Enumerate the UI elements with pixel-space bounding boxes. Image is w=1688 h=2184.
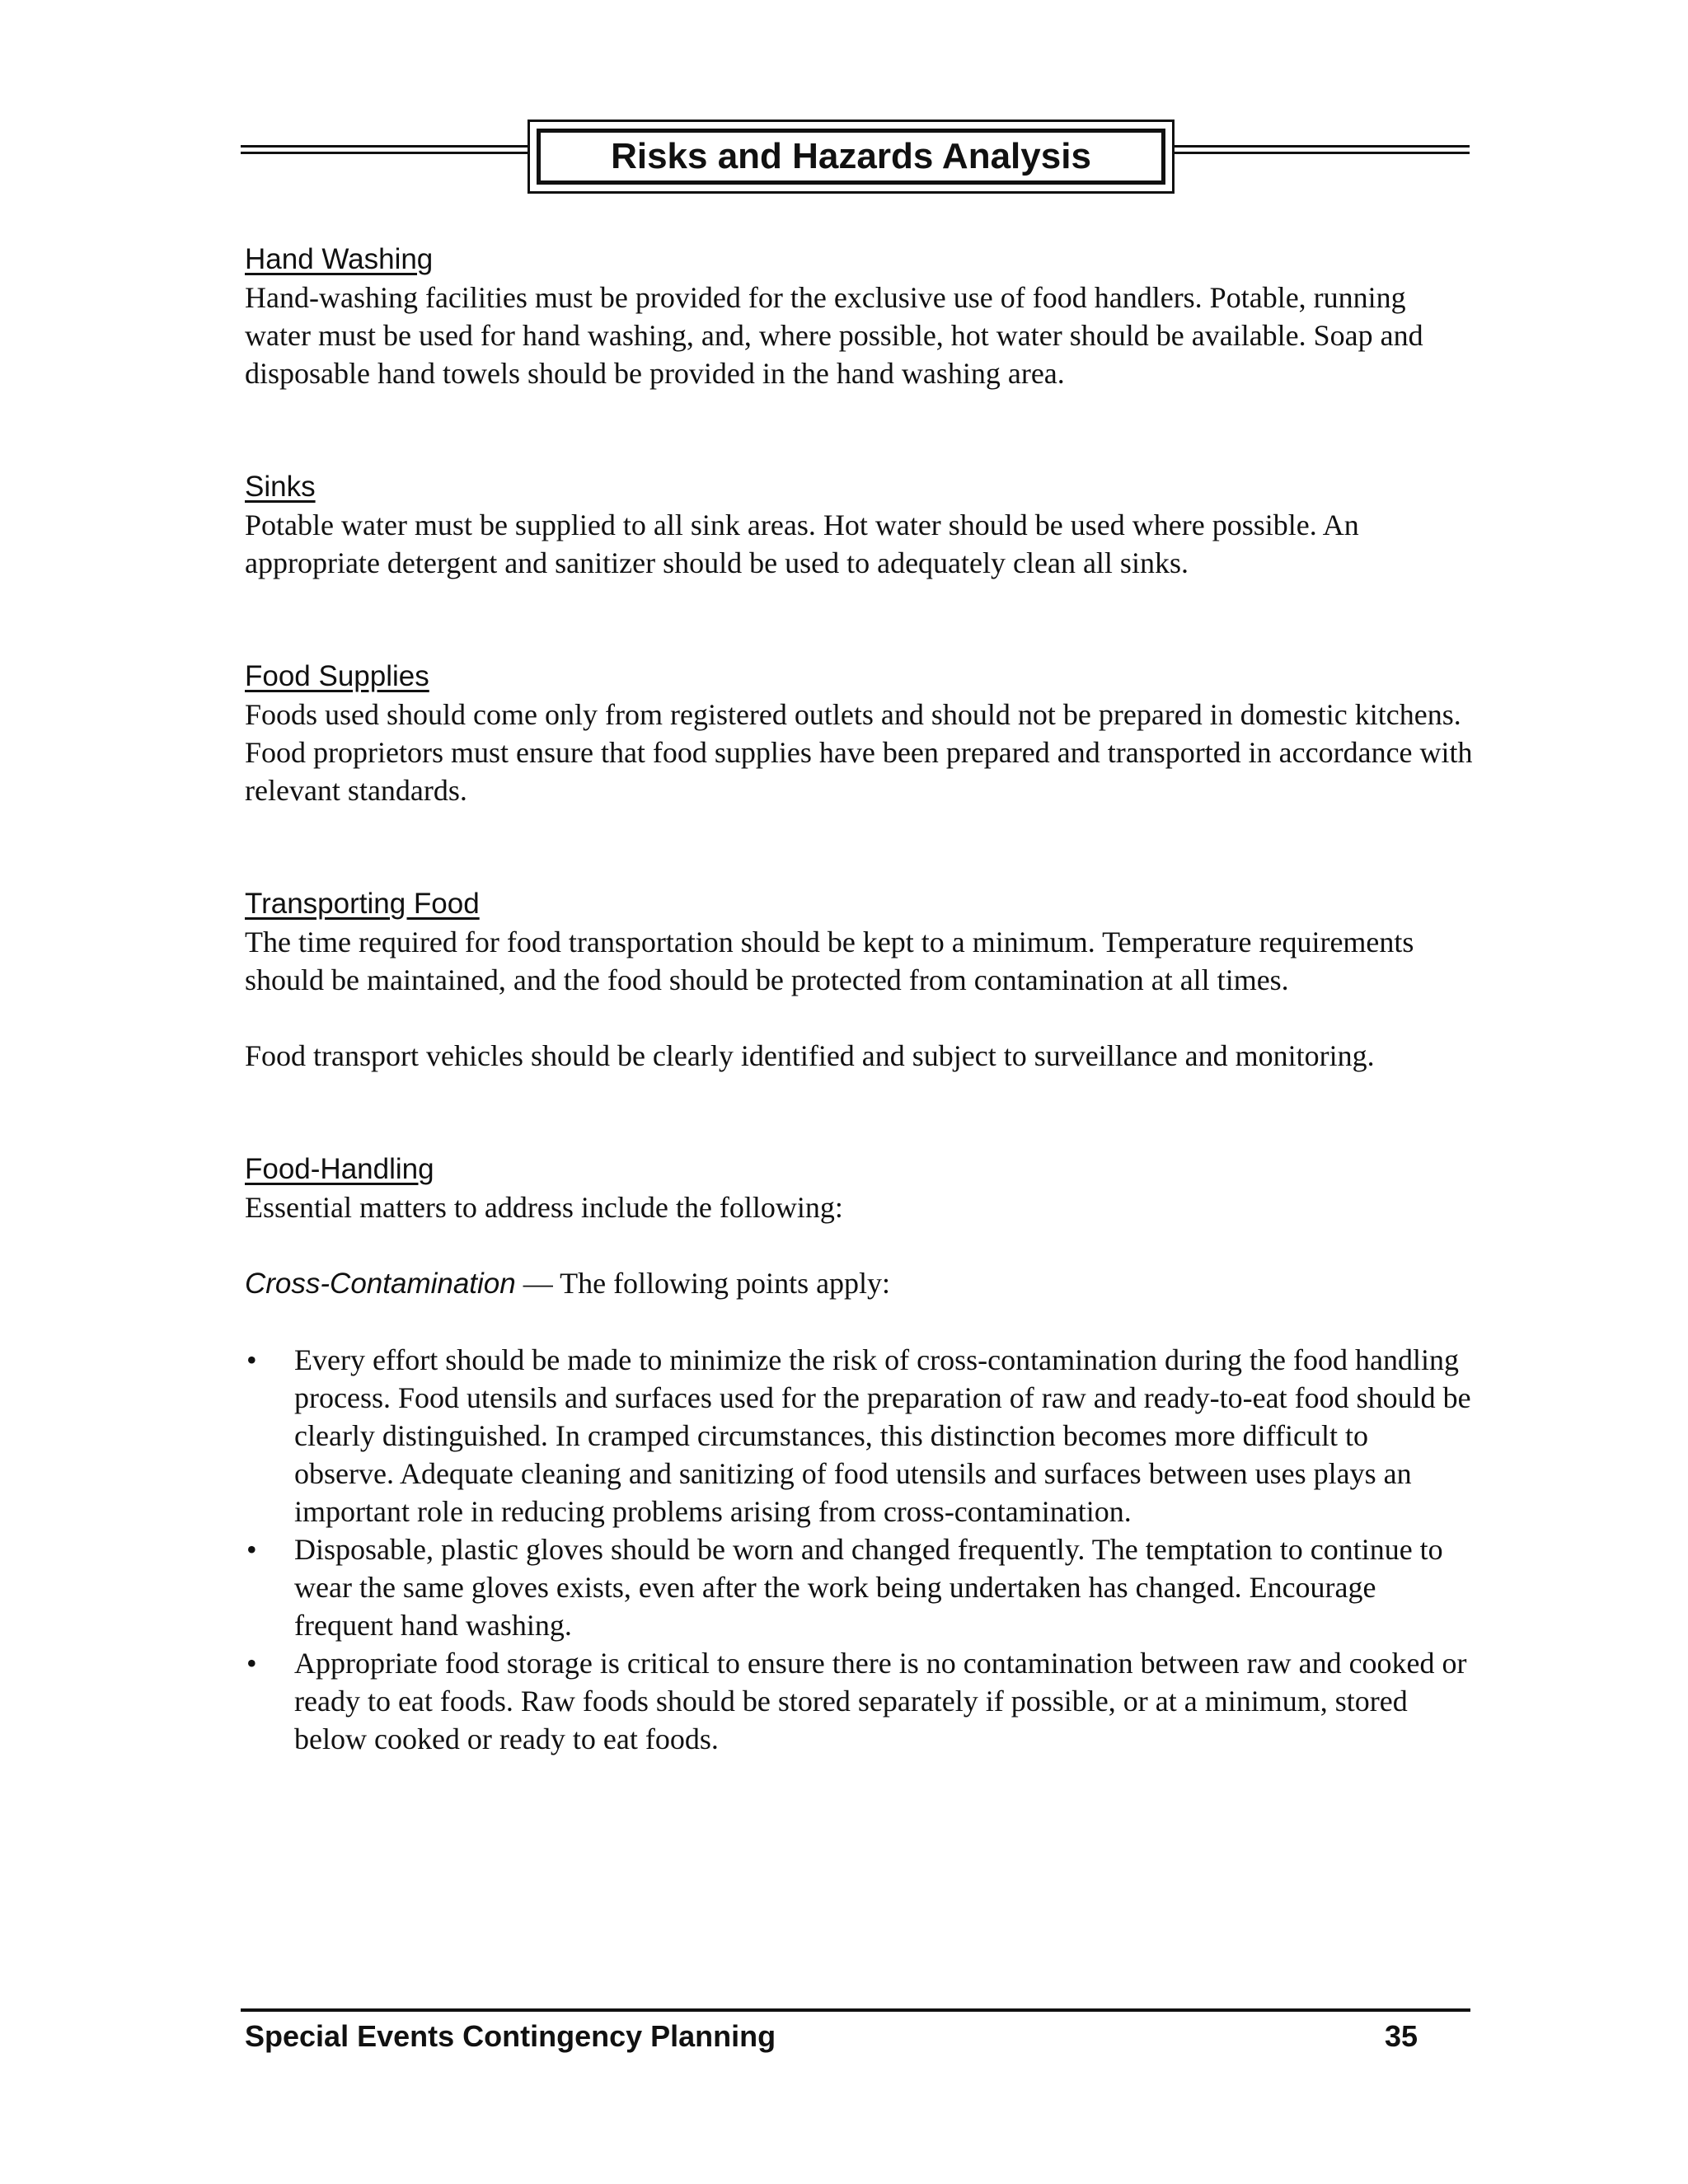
footer-rule: [241, 2008, 1470, 2012]
section-heading-food-handling: Food-Handling: [245, 1153, 434, 1185]
section-heading-hand-washing: Hand Washing: [245, 243, 434, 275]
list-item-text: Appropriate food storage is critical to ensure there is no contamination between raw and cooked or ready to eat foods. Raw foods should be stored separately if possible, or at a minimum, stored below cooked or ready to eat foods.: [294, 1647, 1467, 1755]
page-title: Risks and Hazards Analysis: [611, 136, 1091, 176]
list-item-text: Every effort should be made to minimize the risk of cross-contamination during the food handling process. Food utensils and surfaces used for the preparation of raw and ready-to-eat food should be clearly distinguished. In cramped circumstances, this distinction becomes more difficult to observe. Adequate cleaning and sanitizing of food utensils and surfaces between uses plays an important role in reducing problems arising from cross-contamination.: [294, 1343, 1471, 1528]
section-heading-food-supplies: Food Supplies: [245, 660, 429, 692]
bullet-icon: •: [246, 1533, 257, 1566]
header-box: [528, 120, 1175, 194]
cross-contamination-lead: [245, 1264, 1473, 1303]
bullet-icon: •: [246, 1647, 257, 1680]
header-rule-right-top: [1175, 145, 1470, 148]
header-rule-left-top: [241, 145, 528, 148]
cross-contamination-lead-rest: — The following points apply:: [515, 1267, 891, 1300]
bullet-list: [245, 1341, 1473, 1758]
section-body-food-supplies: Foods used should come only from registered outlets and should not be prepared in domestic kitchens. Food proprietors must ensure that food supplies have been prepared and transported in accordance with relevant standards.: [245, 698, 1473, 807]
list-item: [245, 1341, 1473, 1530]
section-body-hand-washing: Hand-washing facilities must be provided for the exclusive use of food handlers. Potable, running water must be used for hand washing, and, where possible, hot water should be available. Soap and disposable hand towels should be provided in the hand washing area.: [245, 281, 1423, 390]
main-content: [245, 241, 1473, 1758]
page-number: 35: [1384, 2019, 1418, 2053]
bullet-icon: •: [246, 1343, 257, 1376]
section-body-sinks: Potable water must be supplied to all sink areas. Hot water should be used where possible. An appropriate detergent and sanitizer should be used to adequately clean all sinks.: [245, 509, 1359, 579]
section-heading-transporting-food: Transporting Food: [245, 888, 480, 920]
section-body-transporting-food-1: The time required for food transportation should be kept to a minimum. Temperature requirements should be maintained, and the food should be protected from contamination at all times.: [245, 926, 1414, 996]
cross-contamination-label: Cross-Contamination: [245, 1268, 516, 1300]
section-intro-food-handling: Essential matters to address include the following:: [245, 1191, 843, 1224]
header-rule-right-bottom: [1175, 152, 1470, 154]
header-inner-box: [537, 129, 1165, 185]
list-item-text: Disposable, plastic gloves should be worn and changed frequently. The temptation to continue to wear the same gloves exists, even after the work being undertaken has changed. Encourage frequent hand washing.: [294, 1533, 1443, 1642]
footer-title: Special Events Contingency Planning: [245, 2019, 776, 2053]
header-rule-left-bottom: [241, 152, 528, 154]
section-body-transporting-food-2: Food transport vehicles should be clearly identified and subject to surveillance and monitoring.: [245, 1039, 1375, 1072]
list-item: [245, 1530, 1473, 1644]
list-item: [245, 1644, 1473, 1758]
section-heading-sinks: Sinks: [245, 471, 316, 503]
